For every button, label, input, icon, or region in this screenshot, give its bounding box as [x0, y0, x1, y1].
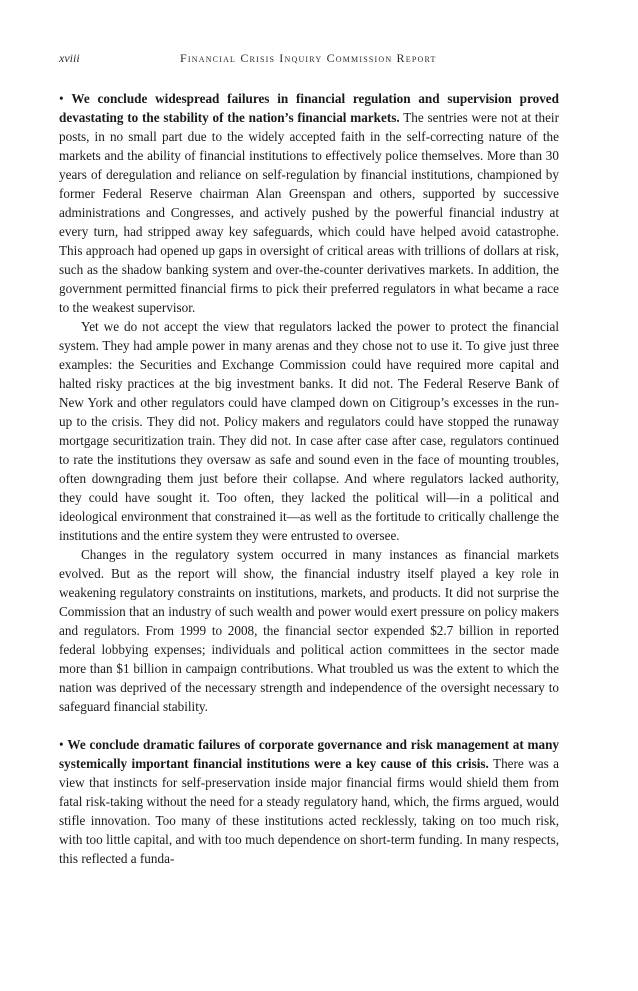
finding-statement: We conclude widespread failures in financial regulation and supervision proved devastating to the stability of the nation’s financial markets. — [59, 91, 559, 125]
page-number: xviii — [59, 51, 80, 65]
bullet-marker: • — [59, 737, 64, 752]
paragraph-regulatory-changes: Changes in the regulatory system occurred in many instances as financial markets evolved. But as the report will show, the financial industry itself played a key role in weakening regulatory constraints on institutions, markets, and products. It did not surprise the Commission that an industry of such wealth and power would exert pressure on policy makers and regulators. From 1999 to 2008, the financial sector expended $2.7 billion in reported federal lobbying expenses; individuals and political action committees in the sector made more than $1 billion in campaign contributions. What troubled us was the extent to which the nation was deprived of the necessary strength and independence of the oversight necessary to safeguard financial stability. — [59, 547, 559, 714]
finding-body: There was a view that instincts for self-preservation inside major financial firms would shield them from fatal risk-taking without the need for a steady regulatory hand, which, the firms argued, would stifle innovation. Too many of these institutions acted recklessly, taking on too much risk, with too little capital, and with too much dependence on short-term funding. In many respects, this reflected a funda- — [59, 756, 559, 866]
bullet-marker: • — [59, 91, 64, 106]
body-text — [59, 89, 559, 868]
finding-statement: We conclude dramatic failures of corporate governance and risk management at many systemically important financial institutions were a key cause of this crisis. — [59, 737, 559, 771]
finding-paragraph-regulation — [59, 89, 559, 317]
running-title: Financial Crisis Inquiry Commission Report — [180, 51, 437, 65]
paragraph-regulators-power: Yet we do not accept the view that regulators lacked the power to protect the financial system. They had ample power in many arenas and they chose not to use it. To give just three examples: the Securities and Exchange Commission could have required more capital and halted risky practices at the big investment banks. It did not. The Federal Reserve Bank of New York and other regulators could have clamped down on Citigroup’s excesses in the run-up to the crisis. They did not. Policy makers and regulators could have stopped the runaway mortgage securitization train. They did not. In case after case after case, regulators continued to rate the institutions they oversaw as safe and sound even in the face of mounting troubles, often downgrading them just before their collapse. And where regulators lacked authority, they could have sought it. Too often, they lacked the political will—in a political and ideological environment that constrained it—as well as the fortitude to critically challenge the institutions and the entire system they were entrusted to oversee. — [59, 319, 559, 543]
finding-paragraph-governance — [59, 735, 559, 868]
running-head — [59, 51, 579, 65]
finding-body: The sentries were not at their posts, in no small part due to the widely accepted faith in the self-correcting nature of the markets and the ability of financial institutions to effectively police themselves. More than 30 years of deregulation and reliance on self-regulation by financial institutions, championed by former Federal Reserve chairman Alan Greenspan and others, supported by successive administrations and Congresses, and actively pushed by the powerful financial industry at every turn, had stripped away key safeguards, which could have helped avoid catastrophe. This approach had opened up gaps in oversight of critical areas with trillions of dollars at risk, such as the shadow banking system and over-the-counter derivatives markets. In addition, the government permitted financial firms to pick their preferred regulators in what became a race to the weakest supervisor. — [59, 110, 559, 315]
